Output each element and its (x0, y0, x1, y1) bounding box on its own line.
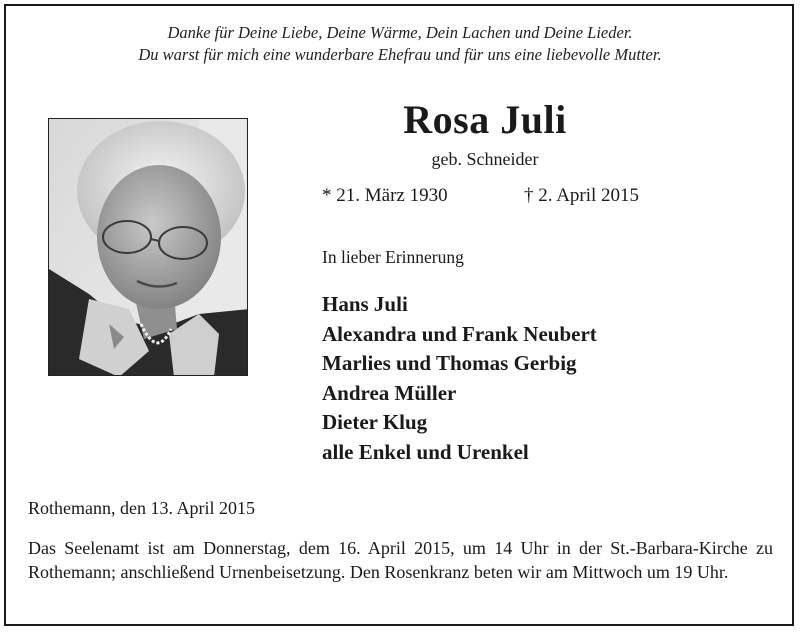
mourner-list (322, 290, 597, 467)
mourner-name: Dieter Klug (322, 410, 428, 434)
birth-name: geb. Schneider (431, 149, 539, 169)
remembrance-text: In lieber Erinnerung (322, 247, 464, 267)
dedication-quote (0, 22, 800, 66)
mourner-name: Alexandra und Frank Neubert (322, 321, 597, 346)
quote-line-2: Du warst für mich eine wunderbare Ehefrau und für uns eine liebevolle Mutter. (138, 45, 662, 64)
mourner-name: Hans Juli (322, 292, 408, 316)
quote-line-1: Danke für Deine Liebe, Deine Wärme, Dein Lachen und Deine Lieder. (167, 23, 633, 42)
service-notice: Das Seelenamt ist am Donnerstag, dem 16. April 2015, um 14 Uhr in der St.-Barbara-Kirche zu Rothemann; anschließend Urnenbeisetzung. Den Rosenkranz beten wir am Mittwoch um 19 Uhr. (28, 538, 773, 582)
mourner-name: Andrea Müller (322, 380, 457, 405)
mourner-name: Marlies und Thomas Gerbig (322, 351, 577, 375)
deceased-name: Rosa Juli (403, 97, 567, 142)
death-date: † 2. April 2015 (524, 185, 640, 206)
place-and-date: Rothemann, den 13. April 2015 (28, 498, 255, 518)
birth-date: * 21. März 1930 (322, 185, 448, 206)
portrait-photo (48, 118, 248, 376)
mourner-name: alle Enkel und Urenkel (322, 439, 529, 464)
